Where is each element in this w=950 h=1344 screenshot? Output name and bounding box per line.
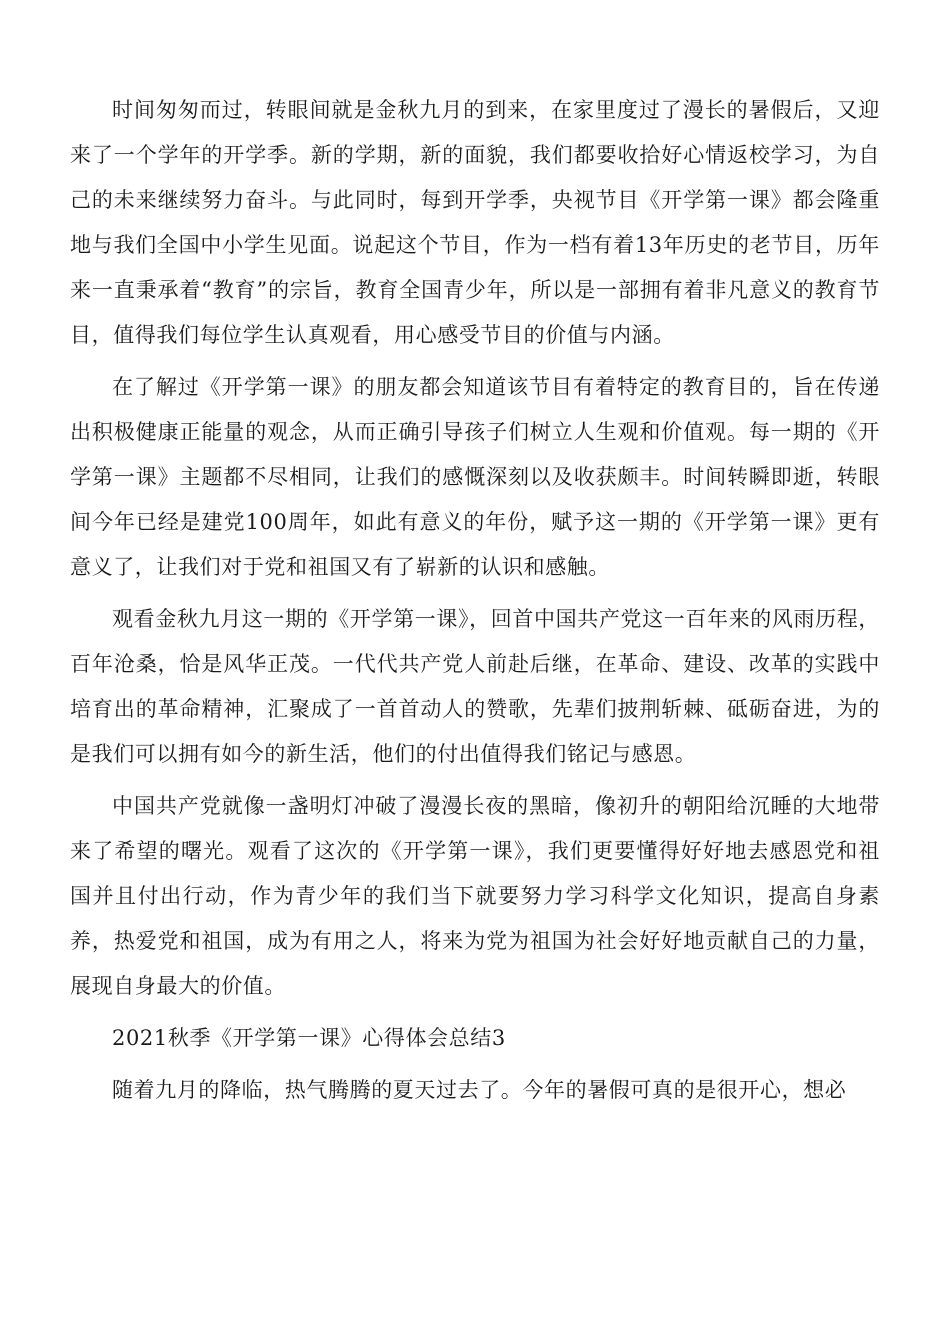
document-page: [70, 88, 880, 1120]
paragraph-5: 随着九月的降临，热气腾腾的夏天过去了。今年的暑假可真的是很开心，想必: [112, 1078, 847, 1102]
paragraph-3: 观看金秋九月这一期的《开学第一课》，回首中国共产党这一百年来的风雨历程，百年沧桑，恰是风华正茂。一代代共产党人前赴后继，在革命、建设、改革的实践中培育出的革命精神，汇聚成了一首首动人的赞歌，先辈们披荆斩棘、砥砺奋进，为的是我们可以拥有如今的新生活，他们的付出值得我们铭记与感恩。: [70, 607, 880, 766]
section-heading: 2021秋季《开学第一课》心得体会总结3: [112, 1026, 506, 1050]
paragraph-1: 时间匆匆而过，转眼间就是金秋九月的到来，在家里度过了漫长的暑假后，又迎来了一个学年的开学季。新的学期，新的面貌，我们都要收拾好心情返校学习，为自己的未来继续努力奋斗。与此同时，每到开学季，央视节目《开学第一课》都会隆重地与我们全国中小学生见面。说起这个节目，作为一档有着13年历史的老节目，历年来一直秉承着“教育”的宗旨，教育全国青少年，所以是一部拥有着非凡意义的教育节目，值得我们每位学生认真观看，用心感受节目的价值与内涵。: [70, 98, 880, 347]
paragraph-2: 在了解过《开学第一课》的朋友都会知道该节目有着特定的教育目的，旨在传递出积极健康正能量的观念，从而正确引导孩子们树立人生观和价值观。每一期的《开学第一课》主题都不尽相同，让我们的感慨深刻以及收获颇丰。时间转瞬即逝，转眼间今年已经是建党100周年，如此有意义的年份，赋予这一期的《开学第一课》更有意义了，让我们对于党和祖国又有了崭新的认识和感触。: [70, 375, 880, 579]
paragraph-4: 中国共产党就像一盏明灯冲破了漫漫长夜的黑暗，像初升的朝阳给沉睡的大地带来了希望的曙光。观看了这次的《开学第一课》，我们更要懂得好好地去感恩党和祖国并且付出行动，作为青少年的我们当下就要努力学习科学文化知识，提高自身素养，热爱党和祖国，成为有用之人，将来为党为祖国为社会好好地贡献自己的力量，展现自身最大的价值。: [70, 794, 880, 998]
